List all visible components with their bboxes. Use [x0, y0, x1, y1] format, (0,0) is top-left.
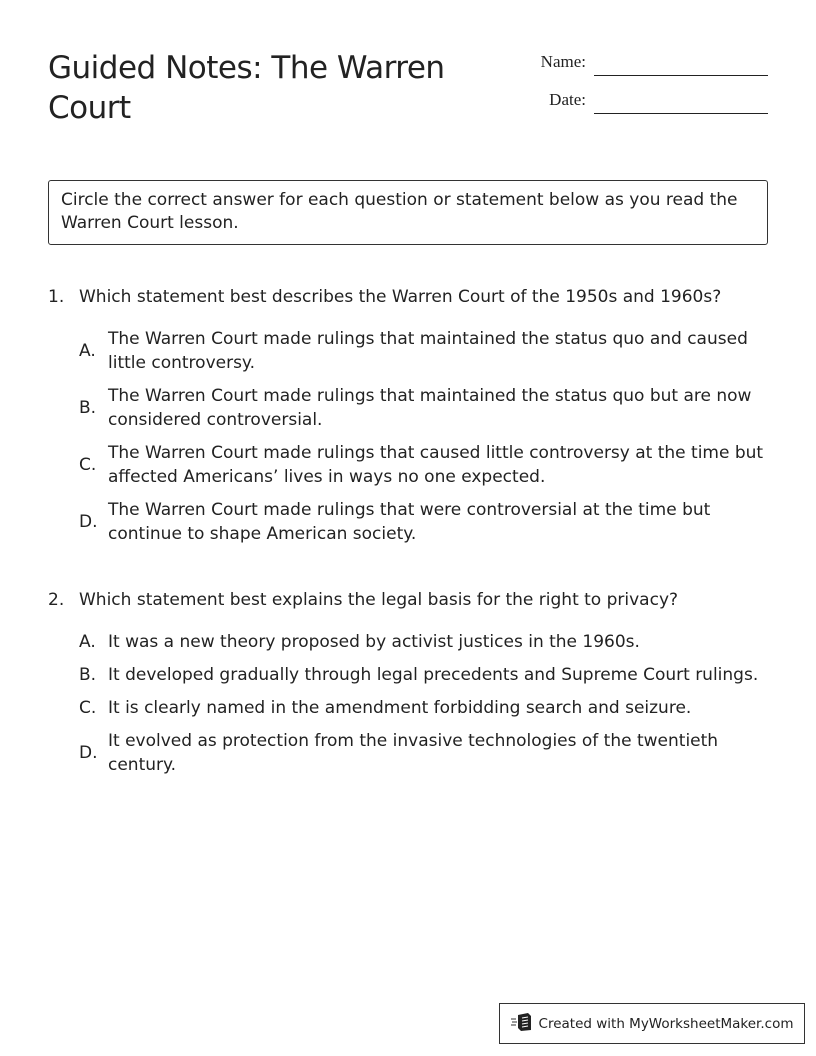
page-title: Guided Notes: The Warren Court [48, 50, 445, 126]
option-text: The Warren Court made rulings that maintained the status quo but are now considered controversial. [108, 386, 752, 430]
option-text: The Warren Court made rulings that were controversial at the time but continue to shape American society. [108, 500, 711, 544]
option-letter: D. [79, 512, 98, 532]
question-text: Which statement best describes the Warren Court of the 1950s and 1960s? [79, 287, 722, 307]
option-c[interactable] [79, 696, 768, 720]
date-label: Date: [549, 90, 586, 109]
instructions-box: Circle the correct answer for each question or statement below as you read the Warren Court lesson. [48, 180, 768, 245]
option-letter: B. [79, 398, 97, 418]
option-letter: C. [79, 698, 97, 718]
name-field[interactable] [500, 48, 768, 78]
question-number: 2. [48, 590, 65, 610]
option-b[interactable] [79, 384, 768, 432]
option-text: The Warren Court made rulings that maintained the status quo and caused little controversy. [108, 329, 748, 373]
option-text: It evolved as protection from the invasive technologies of the twentieth century. [108, 731, 719, 775]
option-text: It was a new theory proposed by activist justices in the 1960s. [108, 632, 640, 652]
question-2 [48, 588, 768, 786]
option-letter: D. [79, 743, 98, 763]
option-b[interactable] [79, 663, 768, 687]
option-d[interactable] [79, 729, 768, 777]
option-text: It is clearly named in the amendment forbidding search and seizure. [108, 698, 692, 718]
option-letter: A. [79, 632, 96, 652]
name-label: Name: [540, 52, 586, 71]
options-list [48, 630, 768, 777]
option-text: It developed gradually through legal precedents and Supreme Court rulings. [108, 665, 759, 685]
worksheet-logo-icon [511, 1012, 533, 1036]
option-letter: A. [79, 341, 96, 361]
option-c[interactable] [79, 441, 768, 489]
question-number: 1. [48, 287, 65, 307]
question-text: Which statement best explains the legal basis for the right to privacy? [79, 590, 679, 610]
option-letter: B. [79, 665, 97, 685]
option-d[interactable] [79, 498, 768, 546]
option-a[interactable] [79, 630, 768, 654]
name-line[interactable] [594, 74, 768, 76]
option-a[interactable] [79, 327, 768, 375]
date-field[interactable] [500, 86, 768, 116]
question-1 [48, 285, 768, 555]
footer-credit[interactable] [499, 1003, 805, 1044]
footer-text: Created with MyWorksheetMaker.com [538, 1015, 794, 1032]
options-list [48, 327, 768, 546]
date-line[interactable] [594, 112, 768, 114]
option-text: The Warren Court made rulings that caused little controversy at the time but affected Americans’ lives in ways no one expected. [108, 443, 764, 487]
option-letter: C. [79, 455, 97, 475]
